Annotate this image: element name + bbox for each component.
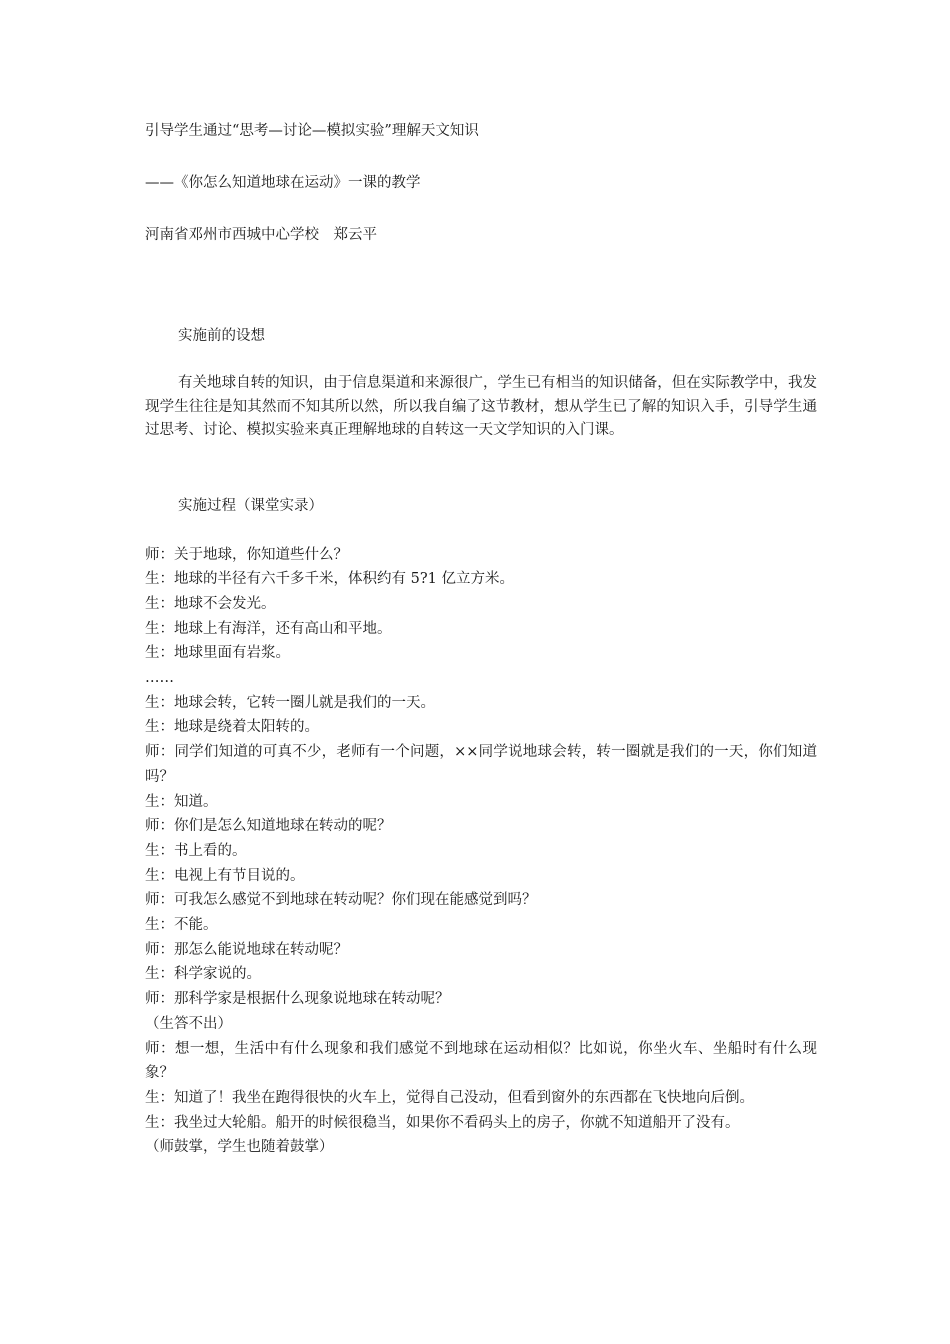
dialog-line: 师：那怎么能说地球在转动呢？	[145, 941, 348, 958]
dialog-line: 生：知道了！我坐在跑得很快的火车上，觉得自己没动，但看到窗外的东西都在飞快地向后倒。	[145, 1089, 754, 1106]
dialog-line: 生：地球是绕着太阳转的。	[145, 719, 319, 736]
classroom-dialog	[145, 543, 817, 1161]
dialog-line: 生：科学家说的。	[145, 966, 261, 983]
document-title: 引导学生通过“思考—讨论—模拟实验”理解天文知识	[145, 123, 479, 139]
dialog-line: 师：同学们知道的可真不少，老师有一个问题，××同学说地球会转，转一圈就是我们的一天，你们知道吗？	[145, 744, 817, 785]
dialog-line: 生：知道。	[145, 793, 218, 810]
dialog-line: 生：地球里面有岩浆。	[145, 645, 290, 662]
dialog-line: 师：想一想，生活中有什么现象和我们感觉不到地球在运动相似？比如说，你坐火车、坐船时有什么现象？	[145, 1040, 817, 1082]
document-subtitle: ——《你怎么知道地球在运动》一课的教学	[145, 175, 421, 191]
document-page	[145, 118, 817, 1160]
intro-paragraph: 有关地球自转的知识，由于信息渠道和来源很广，学生已有相当的知识储备，但在实际教学中，我发现学生往往是知其然而不知其所以然，所以我自编了这节教材，想从学生已了解的知识入手，引导学生通过思考、讨论、模拟实验来真正理解地球的自转这一天文学知识的入门课。	[145, 375, 817, 438]
dialog-line: 生：地球上有海洋，还有高山和平地。	[145, 620, 392, 637]
section-heading-process: 实施过程（课堂实录）	[178, 497, 323, 514]
dialog-line: ……	[145, 670, 174, 687]
dialog-line: （师鼓掌，学生也随着鼓掌）	[145, 1139, 334, 1156]
dialog-line: （生答不出）	[145, 1015, 232, 1032]
dialog-line: 师：那科学家是根据什么现象说地球在转动呢？	[145, 991, 450, 1008]
dialog-line: 师：可我怎么感觉不到地球在转动呢？你们现在能感觉到吗？	[145, 892, 537, 909]
document-author: 河南省邓州市西城中心学校 郑云平	[145, 227, 377, 243]
dialog-line: 生：地球的半径有六千多千米，体积约有 5?1 亿立方米。	[145, 571, 514, 588]
dialog-line: 生：不能。	[145, 917, 218, 934]
dialog-line: 师：关于地球，你知道些什么？	[145, 546, 348, 563]
dialog-line: 师：你们是怎么知道地球在转动的呢？	[145, 818, 392, 835]
section-heading-preparation: 实施前的设想	[178, 328, 265, 344]
dialog-line: 生：书上看的。	[145, 842, 247, 859]
dialog-line: 生：地球不会发光。	[145, 595, 276, 612]
dialog-line: 生：地球会转，它转一圈儿就是我们的一天。	[145, 694, 435, 711]
dialog-line: 生：我坐过大轮船。船开的时候很稳当，如果你不看码头上的房子，你就不知道船开了没有。	[145, 1114, 740, 1131]
dialog-line: 生：电视上有节目说的。	[145, 867, 305, 884]
